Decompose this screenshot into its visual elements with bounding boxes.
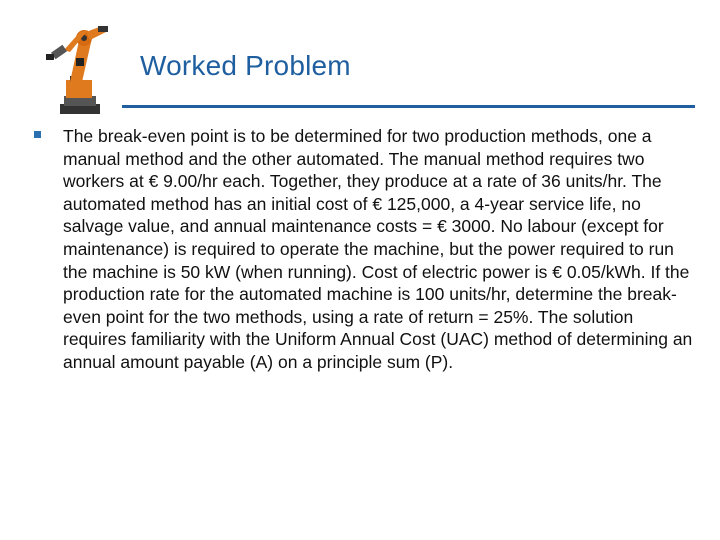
square-bullet-icon <box>34 131 41 138</box>
bullet-text: The break-even point is to be determined for two production methods, one a manual method and the other automated. The manual method requires two workers at € 9.00/hr each. Together, they produce at a rate of 36 units/hr. The automated method has an initial cost of € 125,000, a 4-year service life, no salvage value, and annual maintenance costs = € 3000. No labour (except for maintenance) is required to operate the machine, but the power required to run the machine is 50 kW (when running). Cost of electric power is € 0.05/kWh. If the production rate for the automated machine is 100 units/hr, determine the break-even point for the two methods, using a rate of return = 25%. The solution requires familiarity with the Uniform Annual Cost (UAC) method of determining an annual amount payable (A) on a principle sum (P). <box>63 126 693 372</box>
title-underline <box>122 105 695 108</box>
slide-title: Worked Problem <box>140 50 351 81</box>
industrial-robot-arm-icon <box>40 18 120 118</box>
